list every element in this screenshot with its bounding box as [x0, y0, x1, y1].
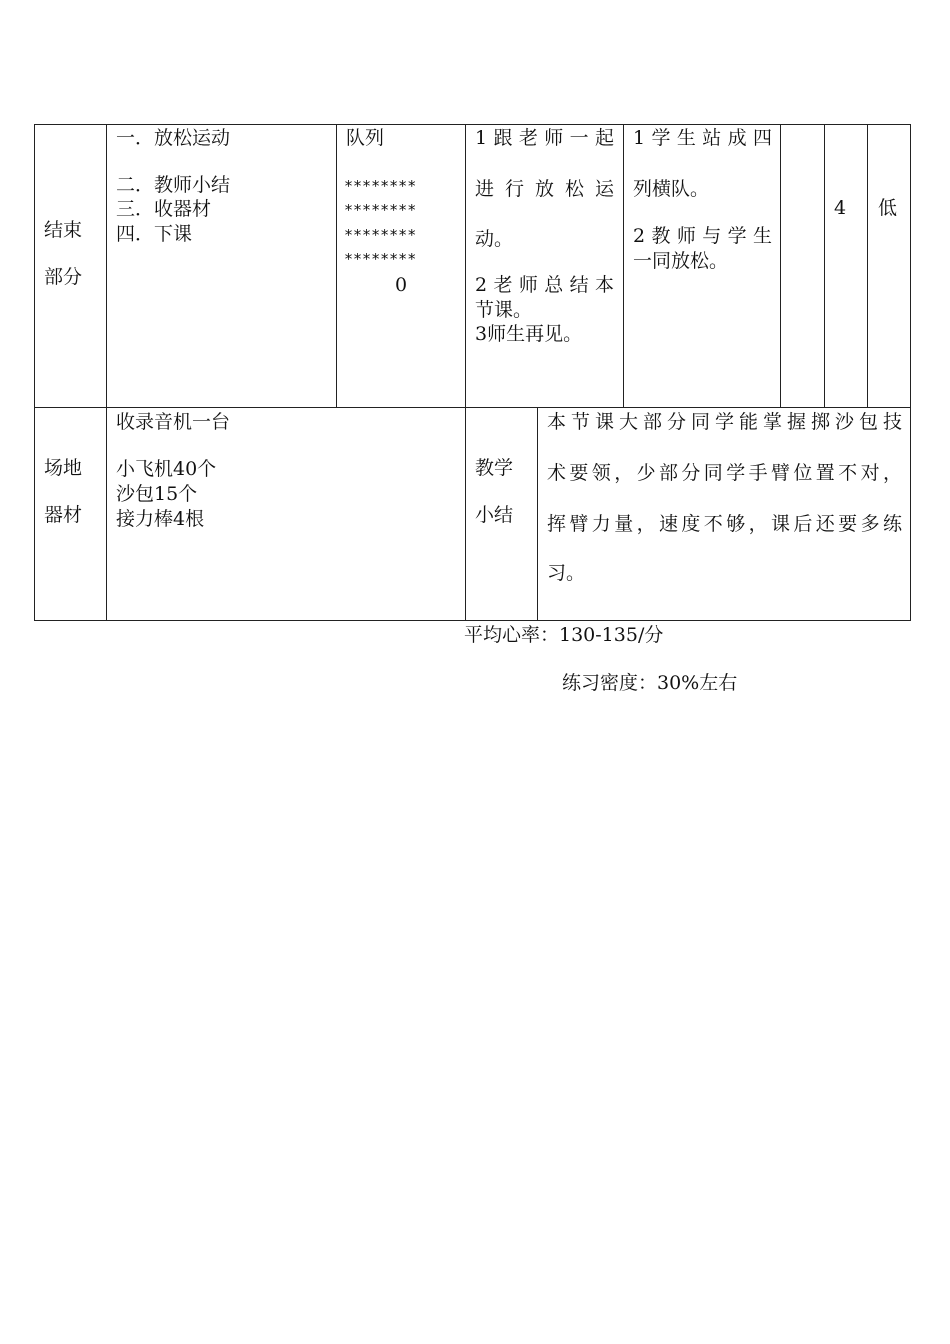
col-divider-2	[336, 124, 337, 408]
table-left-border	[34, 124, 35, 621]
formation-teacher-mark: 0	[395, 274, 408, 296]
student-activity-line-3: 2教师与学生	[633, 225, 772, 247]
formation-row-4: ********	[344, 250, 417, 268]
practice-density: 练习密度：30%左右	[562, 672, 738, 694]
formation-row-1: ********	[344, 177, 417, 195]
count-cell: 4	[834, 197, 847, 219]
summary-label-2: 小结	[475, 504, 514, 526]
student-activity-line-4: 一同放松。	[633, 250, 729, 272]
col-divider-4	[623, 124, 624, 408]
intensity-cell: 低	[878, 197, 898, 219]
student-activity-line-1: 1学生站成四	[633, 127, 772, 149]
col-divider-5	[780, 124, 781, 408]
summary-line-3: 挥臂力量，速度不够，课后还要多练	[547, 513, 902, 535]
teacher-activity-line-1: 1跟老师一起	[475, 127, 614, 149]
equipment-item-4: 接力棒4根	[116, 508, 205, 530]
content-item-2: 二．教师小结	[116, 174, 231, 196]
teacher-activity-line-5: 节课。	[475, 299, 533, 321]
col-divider-6	[824, 124, 825, 408]
content-item-3: 三．收器材	[116, 198, 212, 220]
formation-row-2: ********	[344, 201, 417, 219]
teacher-activity-line-6: 3师生再见。	[475, 323, 583, 345]
col-divider-3	[465, 124, 466, 621]
table-bottom-border	[34, 620, 911, 621]
closing-section-label-2: 部分	[44, 266, 83, 288]
student-activity-line-2: 列横队。	[633, 178, 710, 200]
summary-line-1: 本节课大部分同学能掌握掷沙包技	[547, 411, 902, 433]
equipment-label-1: 场地	[44, 457, 83, 479]
equipment-item-2: 小飞机40个	[116, 458, 217, 480]
content-item-4: 四．下课	[116, 223, 193, 245]
closing-section-label-1: 结束	[44, 219, 83, 241]
equipment-label-2: 器材	[44, 504, 83, 526]
summary-line-2: 术要领，少部分同学手臂位置不对，	[547, 462, 902, 484]
teacher-activity-line-4: 2老师总结本	[475, 274, 614, 296]
col-divider-7	[867, 124, 868, 408]
summary-col-divider	[537, 408, 538, 621]
formation-title: 队列	[346, 127, 385, 149]
average-heart-rate: 平均心率：130-135/分	[464, 624, 664, 646]
table-right-border	[910, 124, 911, 621]
teacher-activity-line-3: 动。	[475, 228, 514, 250]
equipment-item-3: 沙包15个	[116, 483, 198, 505]
content-item-1: 一．放松运动	[116, 127, 231, 149]
equipment-item-1: 收录音机一台	[116, 411, 231, 433]
summary-label-1: 教学	[475, 457, 514, 479]
col-divider-1	[106, 124, 107, 621]
formation-row-3: ********	[344, 226, 417, 244]
summary-line-4: 习。	[547, 562, 586, 584]
teacher-activity-line-2: 进行放松运	[475, 178, 614, 200]
